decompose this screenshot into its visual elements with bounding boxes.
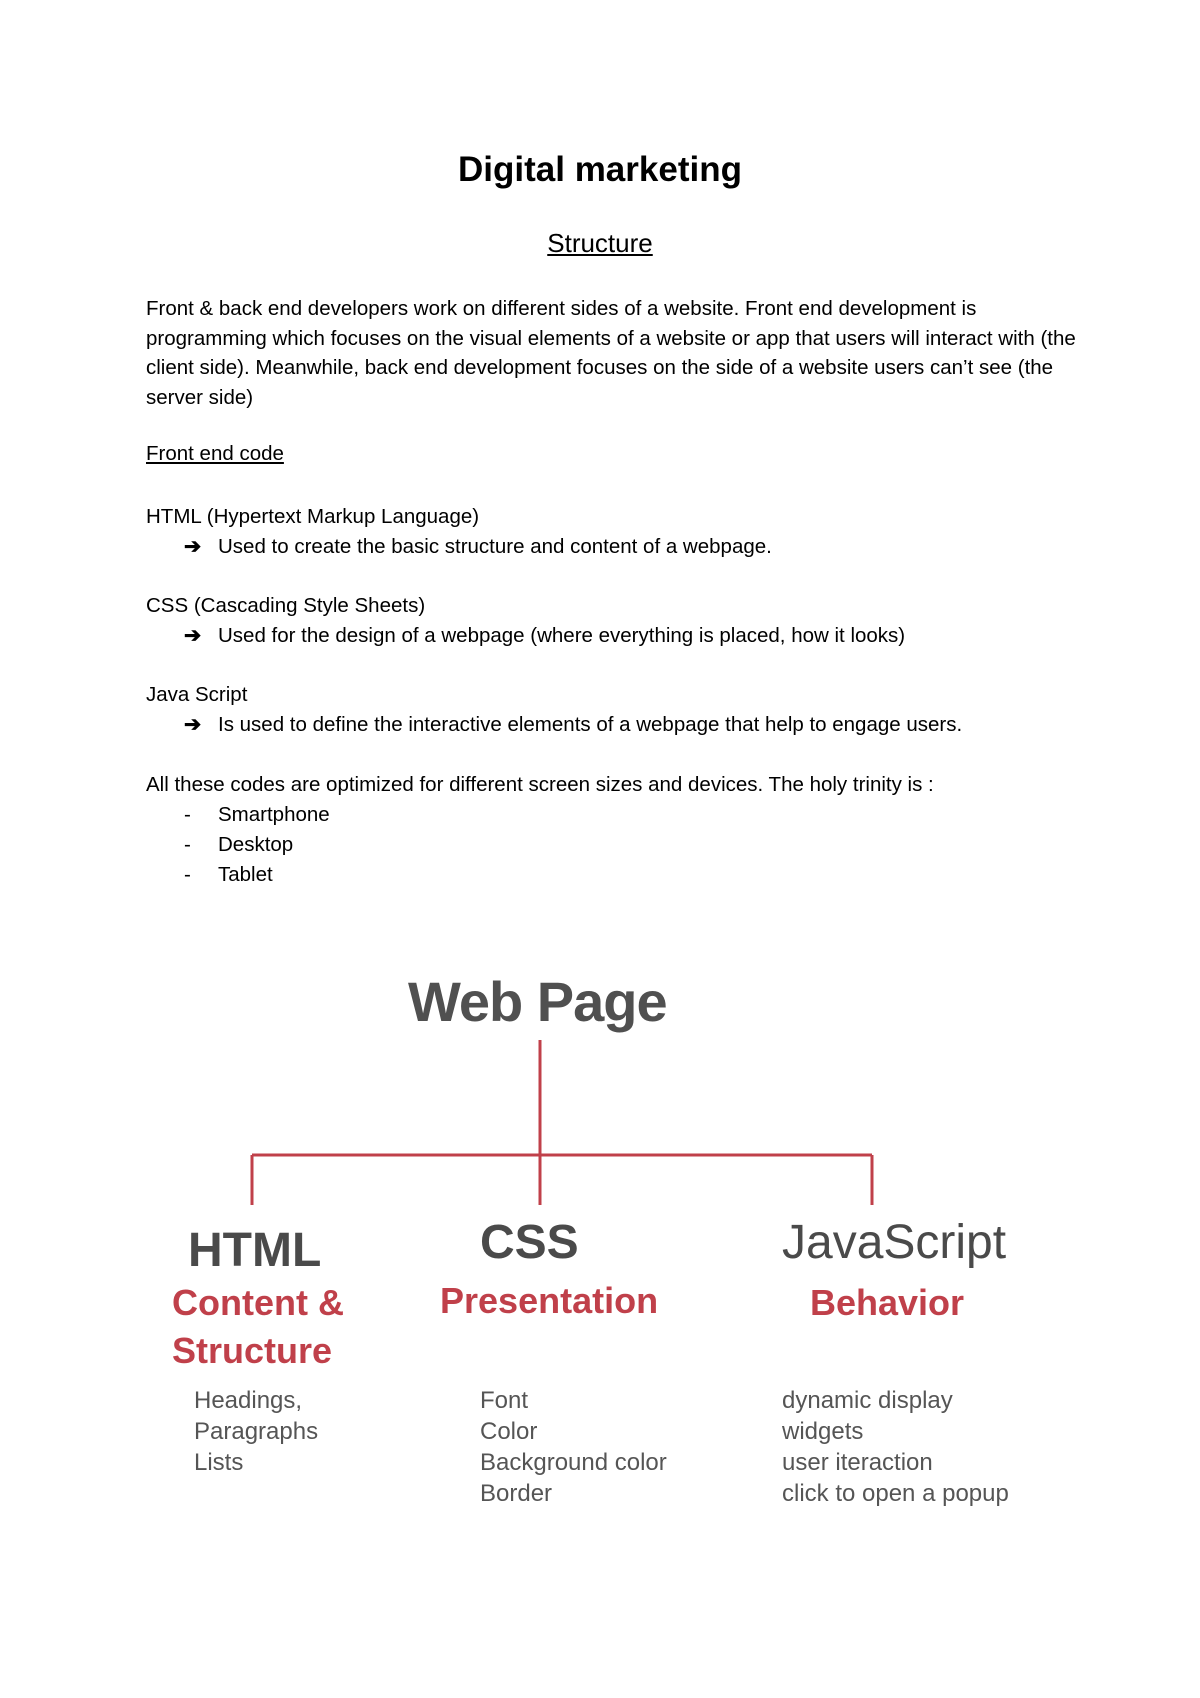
list-item: [184, 860, 273, 890]
item-name-css: CSS (Cascading Style Sheets): [146, 594, 426, 617]
item-desc-text: Used to create the basic structure and content of a webpage.: [218, 535, 772, 558]
list-item: Border: [480, 1480, 553, 1507]
list-item: Lists: [194, 1449, 244, 1476]
summary-text: All these codes are optimized for different screen sizes and devices. The holy trinity is :: [146, 773, 934, 796]
web-page-diagram: [160, 965, 1080, 1525]
device-label: Tablet: [218, 863, 273, 886]
subtitle-line: Presentation: [440, 1280, 659, 1321]
list-item: dynamic display: [782, 1387, 953, 1414]
diagram-title: Web Page: [408, 970, 667, 1033]
device-label: Smartphone: [218, 803, 330, 826]
item-name-html: HTML (Hypertext Markup Language): [146, 505, 480, 528]
arrow-right-icon: ➔: [184, 535, 202, 558]
dash-bullet-icon: -: [184, 833, 191, 856]
diagram-column-title-css: CSS: [480, 1216, 579, 1269]
subtitle-line: Structure: [172, 1330, 333, 1371]
list-item: user iteraction: [782, 1449, 933, 1476]
list-item: click to open a popup: [782, 1480, 1009, 1507]
device-label: Desktop: [218, 833, 294, 856]
list-item: Paragraphs: [194, 1418, 319, 1445]
item-desc-html: [184, 532, 772, 562]
list-item: widgets: [782, 1418, 864, 1445]
document-title: Digital marketing: [458, 150, 742, 189]
list-item: Color: [480, 1418, 538, 1445]
item-desc-javascript: [184, 710, 962, 740]
dash-bullet-icon: -: [184, 863, 191, 886]
diagram-column-title-javascript: JavaScript: [782, 1216, 1007, 1269]
arrow-right-icon: ➔: [184, 624, 202, 647]
diagram-column-subtitle-javascript: [810, 1279, 964, 1327]
diagram-list-css: [480, 1385, 667, 1509]
list-item: [184, 830, 293, 860]
diagram-list-javascript: [782, 1385, 1009, 1509]
diagram-column-subtitle-css: [440, 1277, 658, 1325]
list-item: Font: [480, 1387, 529, 1414]
diagram-column-subtitle-html: [172, 1279, 344, 1375]
arrow-right-icon: ➔: [184, 713, 202, 736]
subtitle-line: Behavior: [810, 1282, 965, 1323]
list-item: Background color: [480, 1449, 667, 1476]
document-subtitle: Structure: [547, 228, 653, 258]
item-desc-text: Is used to define the interactive elements of a webpage that help to engage users.: [218, 713, 963, 736]
list-item: [184, 800, 330, 830]
section-heading: Front end code: [146, 442, 284, 465]
subtitle-line: Content &: [172, 1282, 344, 1323]
item-desc-text: Used for the design of a webpage (where everything is placed, how it looks): [218, 624, 906, 647]
diagram-column-title-html: HTML: [188, 1224, 322, 1277]
diagram-list-html: [194, 1385, 318, 1478]
dash-bullet-icon: -: [184, 803, 191, 826]
item-desc-css: [184, 621, 905, 651]
list-item: Headings,: [194, 1387, 303, 1414]
item-name-javascript: Java Script: [146, 683, 248, 706]
intro-paragraph: Front & back end developers work on different sides of a website. Front end development is programming which focuses on the visual elements of a website or app that users will interact with (the client side). Meanwhile, back end development focuses on the side of a website users can’t see (the server side): [146, 297, 1076, 409]
